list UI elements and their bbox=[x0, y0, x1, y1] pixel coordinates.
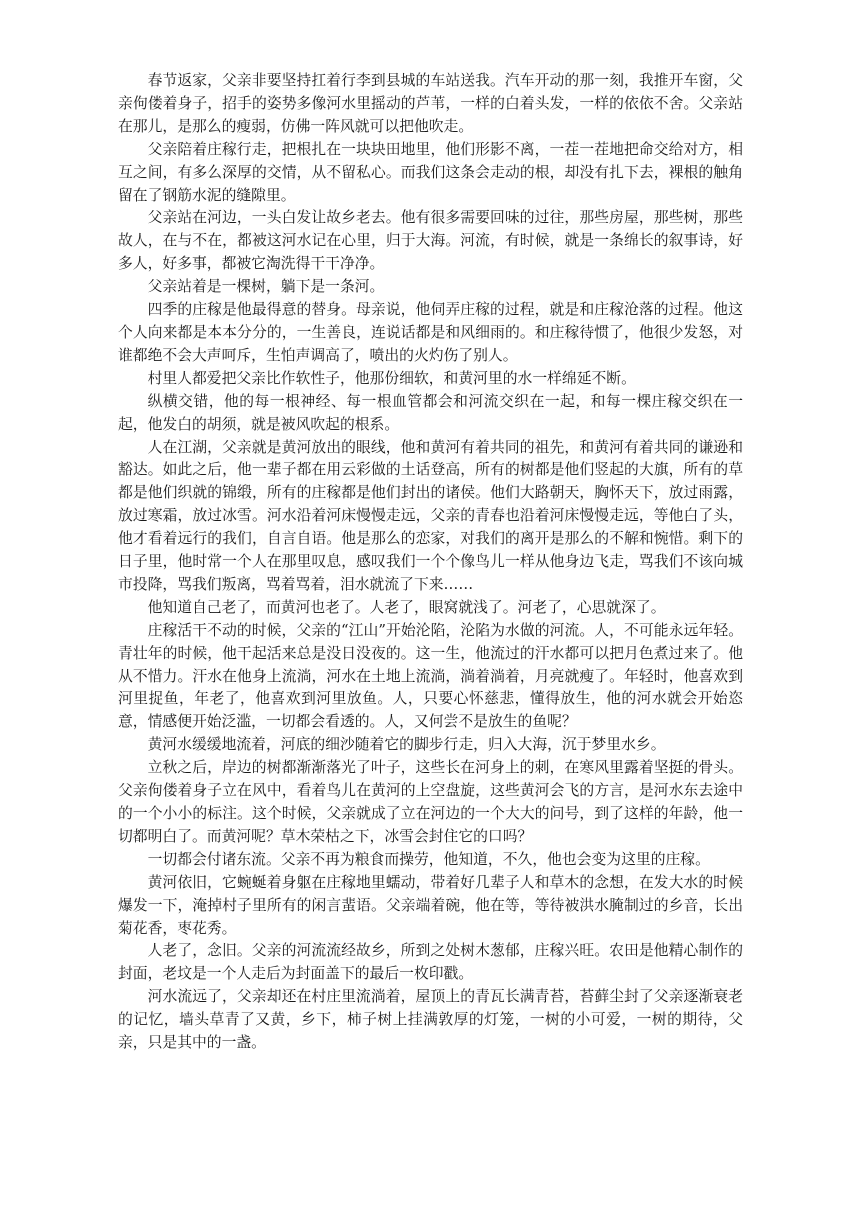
paragraph: 黄河水缓缓地流着，河底的细沙随着它的脚步行走，归入大海，沉于梦里水乡。 bbox=[147, 736, 666, 754]
paragraph: 人在江湖，父亲就是黄河放出的眼线，他和黄河有着共同的祖先，和黄河有着共同的谦逊和豁达。如此之后，他一辈子都在用云彩做的土话登高，所有的树都是他们竖起的大旗，所有的草都是他们织就的锦缎，所有的庄稼都是他们封出的诸侯。他们大路朝天，胸怀天下，放过雨露，放过寒霜，放过冰雪。河水沿着河床慢慢走远，父亲的青春也沿着河床慢慢走远，等他白了头，他才看着远行的我们，自言自语。他是那么的恋家，对我们的离开是那么的不解和惋惜。剩下的日子里，他时常一个人在那里叹息，感叹我们一个个像鸟儿一样从他身边飞走，骂我们不该向城市投降，骂我们叛离，骂着骂着，泪水就流了下来…… bbox=[118, 438, 743, 593]
paragraph: 河水流远了，父亲却还在村庄里流淌着，屋顶上的青瓦长满青苔，苔藓尘封了父亲逐渐衰老的记忆，墙头草青了又黄，乡下，柿子树上挂满敦厚的灯笼，一树的小可爱，一树的期待，父亲，只是其中的一盏。 bbox=[118, 988, 743, 1052]
paragraph: 春节返家，父亲非要坚持扛着行李到县城的车站送我。汽车开动的那一刻，我推开车窗，父亲佝偻着身子，招手的姿势多像河水里摇动的芦苇，一样的白着头发，一样的依依不舍。父亲站在那儿，是那么的瘦弱，仿佛一阵风就可以把他吹走。 bbox=[118, 72, 743, 135]
paragraph: 父亲站着是一棵树，躺下是一条河。 bbox=[147, 278, 385, 296]
paragraph: 黄河依旧，它蜿蜒着身躯在庄稼地里蠕动，带着好几辈子人和草木的念想，在发大水的时候爆发一下，淹掉村子里所有的闲言蜚语。父亲端着碗，他在等，等待被洪水腌制过的乡音，长出菊花香，枣花秀。 bbox=[118, 873, 743, 937]
essay-body bbox=[118, 70, 743, 1055]
paragraph: 村里人都爱把父亲比作软性子，他那份细软，和黄河里的水一样绵延不断。 bbox=[147, 369, 636, 387]
paragraph: 纵横交错，他的每一根神经、每一根血管都会和河流交织在一起，和每一棵庄稼交织在一起，他发白的胡须，就是被风吹起的根系。 bbox=[118, 392, 743, 433]
paragraph: 立秋之后，岸边的树都渐渐落光了叶子，这些长在河身上的刺，在寒风里露着坚挺的骨头。父亲佝偻着身子立在风中，看着鸟儿在黄河的上空盘旋，这些黄河会飞的方言，是河水东去途中的一个小小的标注。这个时候，父亲就成了立在河边的一个大大的问号，到了这样的年龄，他一切都明白了。而黄河呢？草木荣枯之下，冰雪会封住它的口吗？ bbox=[118, 759, 743, 845]
paragraph: 父亲陪着庄稼行走，把根扎在一块块田地里，他们形影不离，一茬一茬地把命交给对方，相互之间，有多么深厚的交情，从不留私心。而我们这条会走动的根，却没有扎下去，裸根的触角留在了钢筋水泥的缝隙里。 bbox=[118, 140, 743, 204]
paragraph: 四季的庄稼是他最得意的替身。母亲说，他伺弄庄稼的过程，就是和庄稼沧落的过程。他这个人向来都是本本分分的，一生善良，连说话都是和风细雨的。和庄稼待惯了，他很少发怒，对谁都绝不会大声呵斥，生怕声调高了，喷出的火灼伤了别人。 bbox=[118, 301, 743, 364]
paragraph: 庄稼活干不动的时候，父亲的“江山”开始沦陷，沦陷为水做的河流。人，不可能永远年轻。青壮年的时候，他干起活来总是没日没夜的。这一生，他流过的汗水都可以把月色煮过来了。他从不惜力。汗水在他身上流淌，河水在土地上流淌，淌着淌着，月亮就瘦了。年轻时，他喜欢到河里捉鱼，年老了，他喜欢到河里放鱼。人，只要心怀慈悲，懂得放生，他的河水就会开始恣意，情感便开始泛滥，一切都会看透的。人，又何尝不是放生的鱼呢？ bbox=[118, 621, 743, 731]
paragraph: 他知道自己老了，而黄河也老了。人老了，眼窝就浅了。河老了，心思就深了。 bbox=[147, 598, 666, 616]
paragraph: 父亲站在河边，一头白发让故乡老去。他有很多需要回味的过往，那些房屋，那些树，那些故人，在与不在，都被这河水记在心里，归于大海。河流，有时候，就是一条绵长的叙事诗，好多人，好多事，都被它淘洗得干干净净。 bbox=[118, 209, 743, 273]
paragraph: 一切都会付诸东流。父亲不再为粮食而操劳，他知道，不久，他也会变为这里的庄稼。 bbox=[147, 850, 710, 868]
paragraph: 人老了，念旧。父亲的河流流经故乡，所到之处树木葱郁，庄稼兴旺。农田是他精心制作的封面，老坟是一个人走后为封面盖下的最后一枚印戳。 bbox=[118, 942, 743, 983]
